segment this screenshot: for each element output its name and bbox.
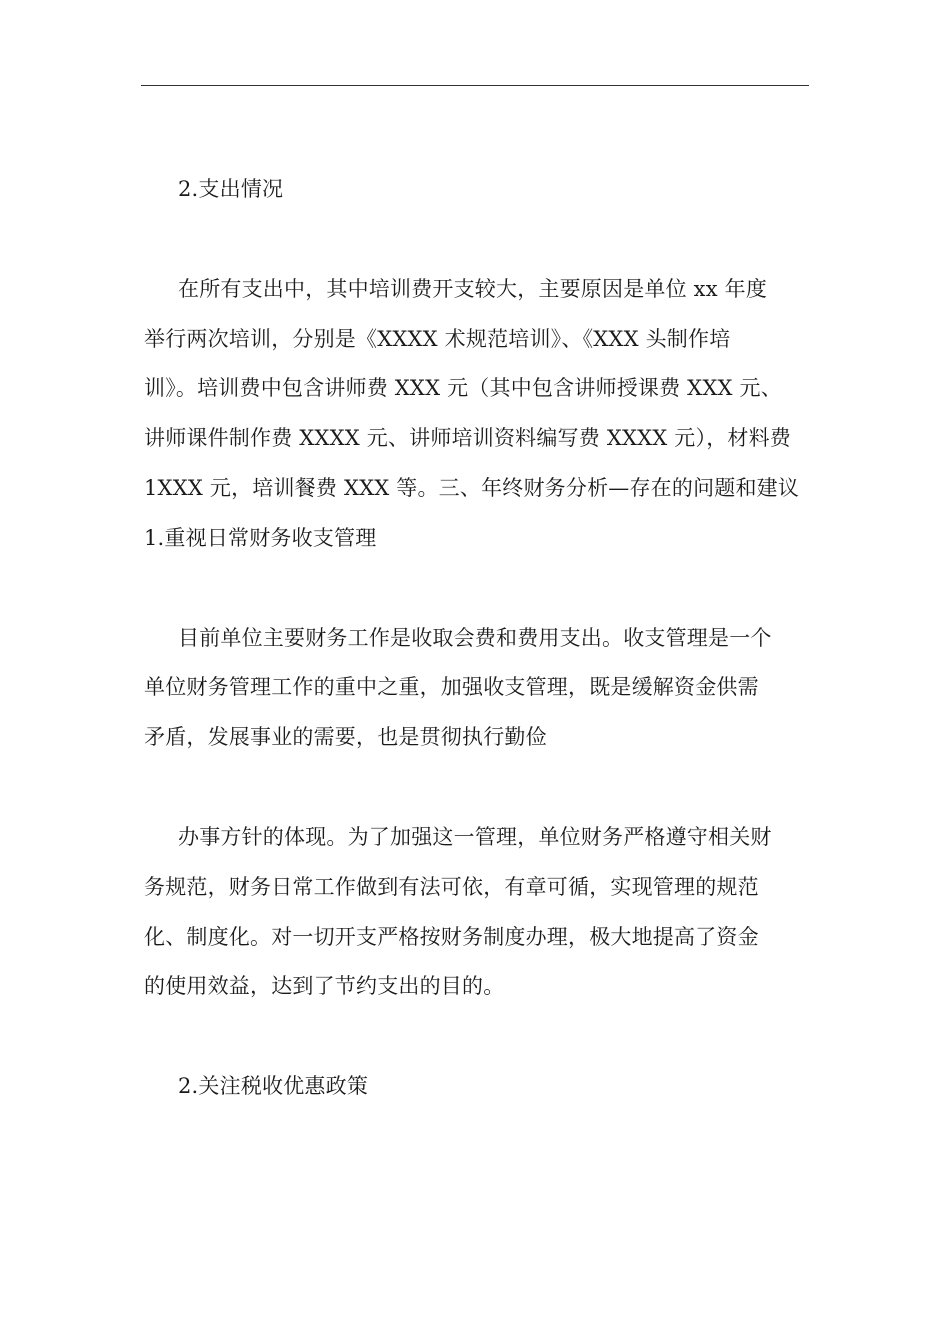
paragraph-line: 举行两次培训，分别是《XXXX 术规范培训》、《XXX 头制作培 [144, 327, 731, 351]
paragraph-line: 务规范，财务日常工作做到有法可依，有章可循，实现管理的规范 [144, 875, 759, 899]
paragraph-line: 单位财务管理工作的重中之重，加强收支管理，既是缓解资金供需 [144, 675, 759, 699]
paragraph-line: 目前单位主要财务工作是收取会费和费用支出。收支管理是一个 [178, 626, 772, 650]
header-rule [141, 85, 809, 86]
paragraph-line: 矛盾，发展事业的需要，也是贯彻执行勤俭 [144, 725, 547, 749]
paragraph-line: 在所有支出中，其中培训费开支较大，主要原因是单位 xx 年度 [178, 277, 768, 301]
subheading-income-expense-management: 1.重视日常财务收支管理 [144, 526, 377, 550]
paragraph-line: 的使用效益，达到了节约支出的目的。 [144, 974, 505, 998]
paragraph-line: 1XXX 元，培训餐费 XXX 等。三、年终财务分析—存在的问题和建议 [144, 476, 800, 500]
section-heading-expenses: 2.支出情况 [178, 177, 284, 201]
paragraph-line: 化、制度化。对一切开支严格按财务制度办理，极大地提高了资金 [144, 925, 759, 949]
paragraph-line: 讲师课件制作费 XXXX 元、讲师培训资料编写费 XXXX 元），材料费 [144, 426, 792, 450]
section-heading-tax-policy: 2.关注税收优惠政策 [178, 1074, 369, 1098]
paragraph-line: 办事方针的体现。为了加强这一管理，单位财务严格遵守相关财 [178, 825, 772, 849]
paragraph-line: 训》。培训费中包含讲师费 XXX 元（其中包含讲师授课费 XXX 元、 [144, 376, 782, 400]
